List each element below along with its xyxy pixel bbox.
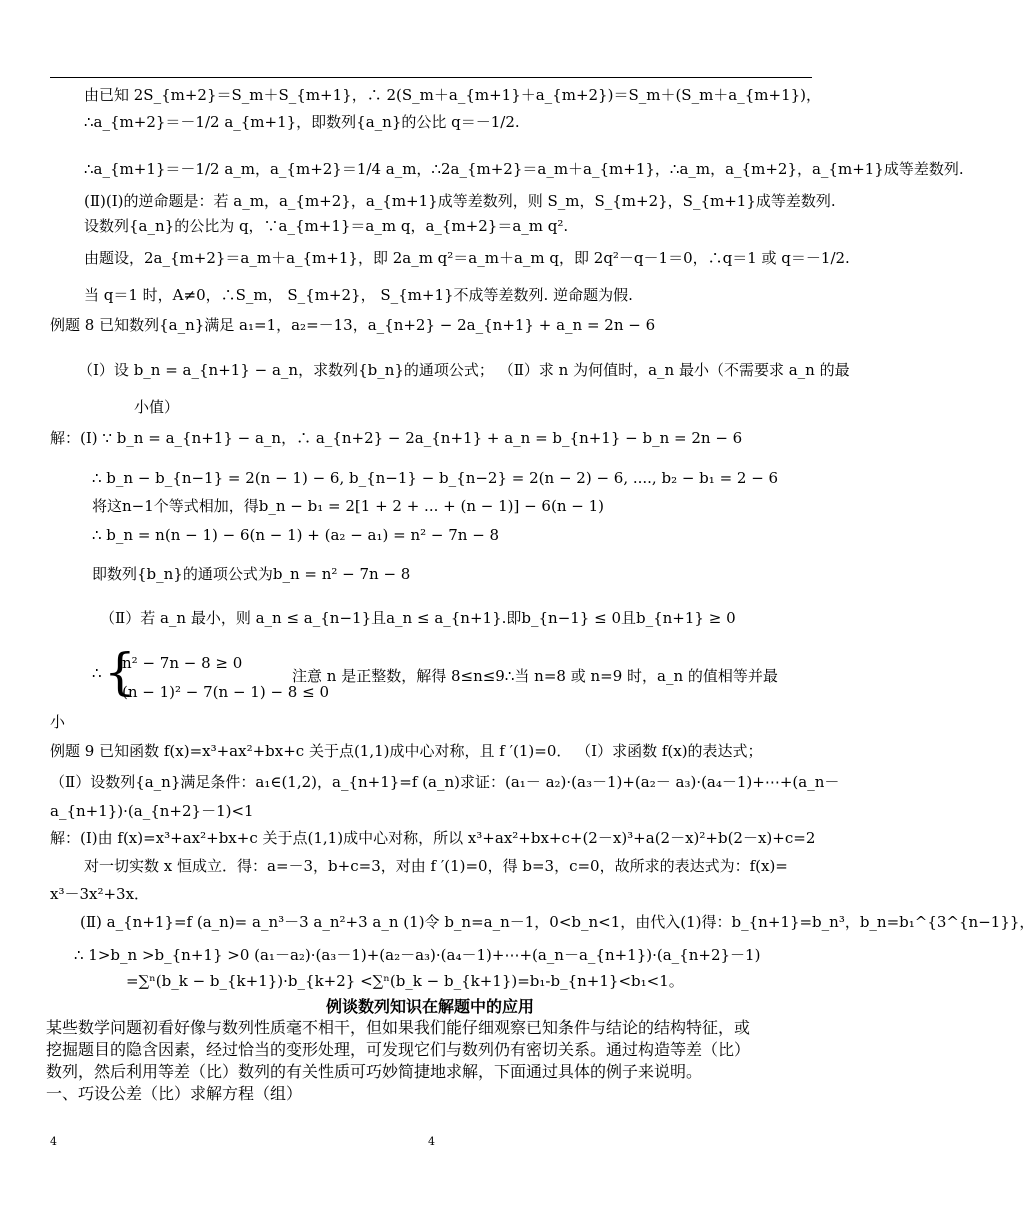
example-heading: 例题 9 已知函数 f(x)=x³+ax²+bx+c 关于点(1,1)成中心对称，且 f ′(1)=0． （Ⅰ）求函数 f(x)的表达式； — [50, 742, 763, 760]
formula-line: ∴ b_n − b_{n−1} = 2(n − 1) − 6, b_{n−1} − b_{n−2} = 2(n − 2) − 6, ...., b₂ − b₁ = 2 − 6 — [92, 469, 779, 487]
brace-icon: { — [104, 643, 136, 701]
paragraph-line: 数列，然后利用等差（比）数列的有关性质可巧妙简捷地求解，下面通过具体的例子来说明。 — [46, 1062, 703, 1081]
inequality-line: (n − 1)² − 7(n − 1) − 8 ≤ 0 — [122, 683, 329, 701]
text-line: 解：(Ⅰ)由 f(x)=x³+ax²+bx+c 关于点(1,1)成中心对称，所以 x³+ax²+bx+c+(2－x)³+a(2－x)²+b(2－x)+c=2 — [50, 829, 816, 847]
text-line: 小值） — [134, 398, 180, 416]
text-line: ∴ 1>b_n >b_{n+1} >0 (a₁－a₂)·(a₃－1)+(a₂－a₃)·(a₄－1)+⋯+(a_n－a_{n+1})·(a_{n+2}－1) — [74, 946, 761, 964]
text-line: x³－3x²+3x． — [50, 885, 150, 903]
formula-line: （Ⅱ）若 a_n 最小，则 a_n ≤ a_{n−1}且a_n ≤ a_{n+1}.即b_{n−1} ≤ 0且b_{n+1} ≥ 0 — [100, 609, 736, 627]
formula-line: 即数列{b_n}的通项公式为b_n = n² − 7n − 8 — [92, 565, 411, 583]
header-rule — [50, 77, 812, 78]
text-line: ∴a_{m+1}＝－1/2 a_m，a_{m+2}＝1/4 a_m，∴2a_{m+2}＝a_m＋a_{m+1}，∴a_m，a_{m+2}，a_{m+1}成等差数列. — [84, 160, 964, 178]
section-heading: 一、巧设公差（比）求解方程（组） — [46, 1084, 303, 1103]
text-line: 当 q＝1 时，A≠0，∴S_m， S_{m+2}， S_{m+1}不成等差数列. 逆命题为假. — [84, 286, 633, 304]
text-line: 对一切实数 x 恒成立．得：a=－3，b+c=3，对由 f ′(1)=0，得 b=3，c=0，故所求的表达式为：f(x)= — [84, 857, 788, 875]
text-line: （Ⅰ）设 b_n = a_{n+1} − a_n，求数列{b_n}的通项公式； （Ⅱ）求 n 为何值时，a_n 最小（不需要求 a_n 的最 — [78, 361, 850, 379]
text-line: 小 — [50, 713, 66, 731]
text-line: （Ⅱ）设数列{a_n}满足条件：a₁∈(1,2)，a_{n+1}=f (a_n)求证：(a₁－ a₂)·(a₃－1)+(a₂－ a₃)·(a₄－1)+⋯+(a_n－ — [50, 773, 840, 791]
text-line: ∴a_{m+2}＝－1/2 a_{m+1}，即数列{a_n}的公比 q＝－1/2. — [84, 113, 520, 131]
formula-line: 将这n−1个等式相加，得b_n − b₁ = 2[1 + 2 + ... + (n − 1)] − 6(n − 1) — [92, 497, 604, 515]
page-number-left: 4 — [50, 1135, 57, 1148]
paragraph-line: 某些数学问题初看好像与数列性质毫不相干，但如果我们能仔细观察已知条件与结论的结构特征，或 — [46, 1018, 751, 1037]
text-line: a_{n+1})·(a_{n+2}－1)<1 — [50, 802, 254, 820]
formula-line: =∑ⁿ(b_k − b_{k+1})·b_{k+2} <∑ⁿ(b_k − b_{k+1})=b₁-b_{n+1}<b₁<1。 — [126, 972, 684, 990]
text-line: 设数列{a_n}的公比为 q，∵a_{m+1}＝a_m q，a_{m+2}＝a_m q². — [84, 217, 569, 235]
text-line: 解：(Ⅰ) ∵ b_n = a_{n+1} − a_n，∴ a_{n+2} − 2a_{n+1} + a_n = b_{n+1} − b_n = 2n − 6 — [50, 429, 743, 447]
therefore-symbol: ∴ — [92, 664, 102, 682]
example-heading: 例题 8 已知数列{a_n}满足 a₁=1，a₂=－13，a_{n+2} − 2a_{n+1} + a_n = 2n − 6 — [50, 316, 656, 334]
text-line: 由已知 2S_{m+2}＝S_m＋S_{m+1}，∴ 2(S_m＋a_{m+1}＋a_{m+2})＝S_m＋(S_m＋a_{m+1})， — [84, 86, 822, 104]
page-number-center: 4 — [428, 1135, 435, 1148]
formula-line: ∴ b_n = n(n − 1) − 6(n − 1) + (a₂ − a₁) = n² − 7n − 8 — [92, 526, 500, 544]
text-line: (Ⅱ)(Ⅰ)的逆命题是：若 a_m，a_{m+2}，a_{m+1}成等差数列，则 S_m，S_{m+2}，S_{m+1}成等差数列. — [84, 192, 836, 210]
text-line: 由题设，2a_{m+2}＝a_m＋a_{m+1}，即 2a_m q²＝a_m＋a_m q，即 2q²－q－1＝0，∴q＝1 或 q＝－1/2. — [84, 249, 850, 267]
paragraph-line: 挖掘题目的隐含因素，经过恰当的变形处理，可发现它们与数列仍有密切关系。通过构造等差（比） — [46, 1040, 751, 1059]
text-line: 注意 n 是正整数，解得 8≤n≤9∴当 n=8 或 n=9 时，a_n 的值相等并最 — [292, 667, 778, 685]
inequality-line: n² − 7n − 8 ≥ 0 — [122, 654, 243, 672]
text-line: (Ⅱ) a_{n+1}=f (a_n)= a_n³－3 a_n²+3 a_n (1)令 b_n=a_n－1，0<b_n<1，由代入(1)得：b_{n+1}=b_n³，b_n=b₁^{3^{n−1}}， — [80, 913, 1034, 931]
article-title: 例谈数列知识在解题中的应用 — [325, 997, 534, 1016]
